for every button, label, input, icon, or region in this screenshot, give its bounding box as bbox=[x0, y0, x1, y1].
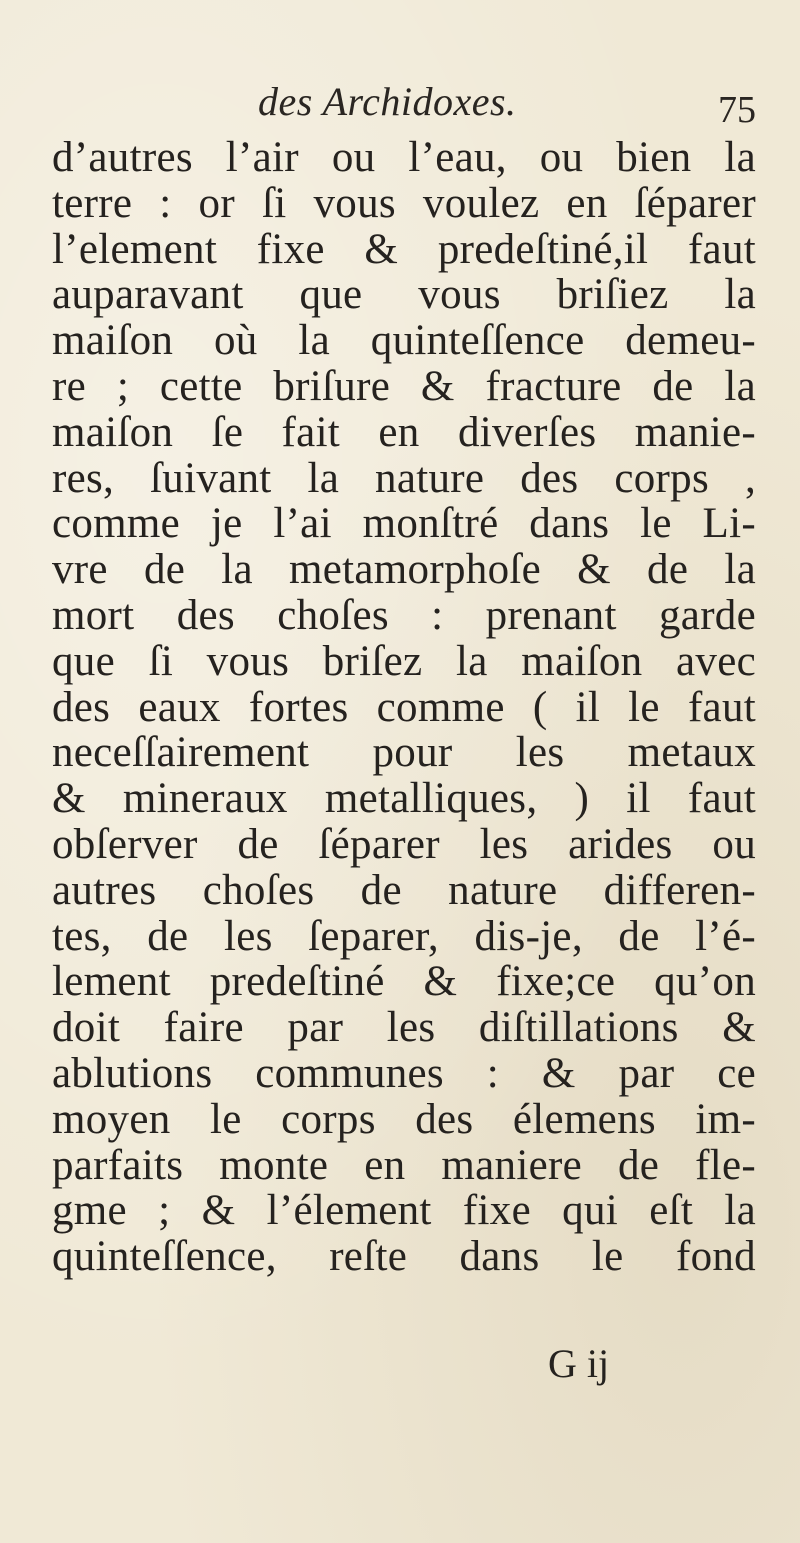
text-line: mort des choſes : prenant garde bbox=[52, 591, 756, 639]
body-text bbox=[52, 135, 756, 1280]
text-line: terre : or ſi vous voulez en ſéparer bbox=[52, 179, 756, 227]
text-line: res, ſuivant la nature des corps , bbox=[52, 454, 756, 502]
signature-mark: G ij bbox=[548, 1341, 610, 1386]
text-line: obſerver de ſéparer les arides ou bbox=[52, 820, 756, 868]
text-line: tes, de les ſeparer, dis-je, de l’é- bbox=[52, 912, 756, 960]
text-line: parfaits monte en maniere de fle- bbox=[52, 1141, 756, 1189]
text-line: moyen le corps des élemens im- bbox=[52, 1095, 756, 1143]
text-line: gme ; & l’élement fixe qui eſt la bbox=[52, 1187, 756, 1235]
text-line: d’autres l’air ou l’eau, ou bien la bbox=[52, 134, 756, 181]
text-line: maiſon où la quinteſſence demeu- bbox=[52, 317, 756, 365]
running-title: des Archidoxes. bbox=[258, 79, 517, 124]
text-line: re ; cette briſure & fracture de la bbox=[52, 362, 756, 410]
text-line: ablutions communes : & par ce bbox=[52, 1049, 756, 1097]
text-line: auparavant que vous briſiez la bbox=[52, 271, 756, 319]
text-line: autres choſes de nature differen- bbox=[52, 866, 756, 914]
text-line: & mineraux metalliques, ) il faut bbox=[52, 775, 756, 823]
text-line: lement predeſtiné & fixe;ce qu’on bbox=[52, 958, 756, 1006]
page-header bbox=[0, 78, 800, 138]
page-number: 75 bbox=[718, 89, 756, 131]
text-line: comme je l’ai monſtré dans le Li- bbox=[52, 500, 756, 548]
text-line: neceſſairement pour les metaux bbox=[52, 729, 756, 777]
text-line: maiſon ſe fait en diverſes manie- bbox=[52, 408, 756, 456]
text-line: doit faire par les diſtillations & bbox=[52, 1004, 756, 1052]
text-line: vre de la metamorphoſe & de la bbox=[52, 546, 756, 594]
text-line: l’element fixe & predeſtiné,il faut bbox=[52, 225, 756, 273]
text-line: des eaux fortes comme ( il le faut bbox=[52, 683, 756, 731]
text-line: quinteſſence, reſte dans le fond bbox=[52, 1233, 756, 1281]
text-line: que ſi vous briſez la maiſon avec bbox=[52, 637, 756, 685]
